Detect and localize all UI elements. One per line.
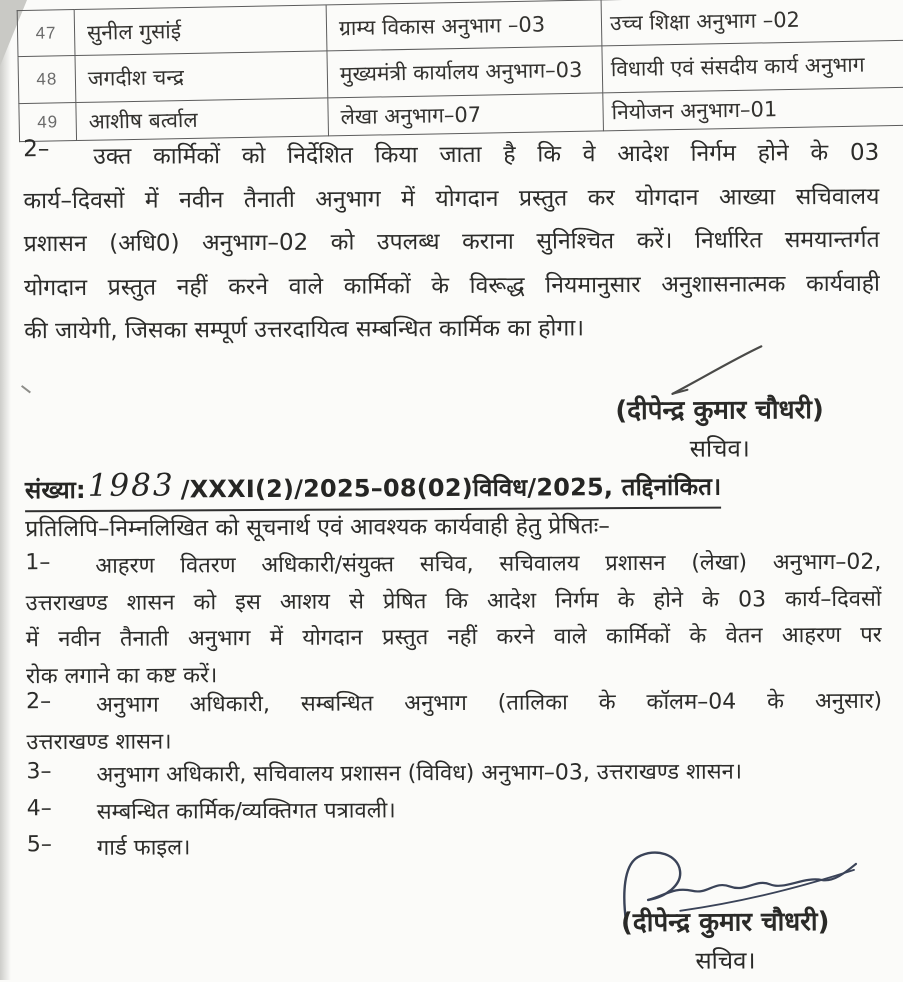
item-line: अनुभाग अधिकारी, सचिवालय प्रशासन (विविध) अनुभाग–03, उत्तराखण्ड शासन। xyxy=(96,759,743,788)
item-line: अनुभाग अधिकारी, सम्बन्धित अनुभाग (तालिका के कॉलम–04 के अनुसार) xyxy=(96,688,883,718)
item-line: गार्ड फाइल। xyxy=(96,835,191,861)
copy-item xyxy=(25,545,882,695)
paragraph-line: उक्त कार्मिकों को निर्देशित किया जाता है कि वे आदेश निर्गम होने के 03 xyxy=(93,139,880,170)
ref-rest: /XXXI(2)/2025–08(02)विविध/2025, तद्दिनांकित। xyxy=(180,472,722,504)
employee-name-cell: जगदीश चन्द्र xyxy=(75,51,328,103)
item-number: 4– xyxy=(26,796,52,822)
scan-stray-mark xyxy=(21,385,31,393)
serial-number-cell: 47 xyxy=(17,10,75,57)
signatory-designation: सचिव। xyxy=(689,434,750,463)
new-section-cell: विधायी एवं संसदीय कार्य अनुभाग xyxy=(602,40,903,93)
reference-number-line xyxy=(25,467,722,513)
item-number: 5– xyxy=(26,832,52,858)
copy-item xyxy=(26,684,882,761)
current-section-cell: मुख्यमंत्री कार्यालय अनुभाग–03 xyxy=(327,46,603,98)
paragraph-line: योगदान प्रस्तुत नहीं करने वाले कार्मिकों के विरूद्ध नियमानुसार अनुशासनात्मक कार्यवाही xyxy=(23,270,880,302)
signatory-designation: सचिव। xyxy=(695,946,756,975)
item-number: 1– xyxy=(25,550,51,576)
copy-item xyxy=(26,754,882,795)
handwritten-number: 1983 xyxy=(87,467,175,504)
serial-number-cell: 49 xyxy=(19,103,77,142)
new-section-cell: नियोजन अनुभाग–01 xyxy=(603,87,903,131)
signatory-name: (दीपेन्द्र कुमार चौधरी) xyxy=(620,907,830,939)
item-line: आहरण वितरण अधिकारी/संयुक्त सचिव, सचिवालय प्रशासन (लेखा) अनुभाग–02, xyxy=(95,549,882,579)
item-line: सम्बन्धित कार्मिक/व्यक्तिगत पत्रावली। xyxy=(96,798,396,825)
current-section-cell: लेखा अनुभाग–07 xyxy=(328,93,604,136)
signature-block-top xyxy=(549,334,890,468)
employee-name-cell: आशीष बर्त्वाल xyxy=(76,98,329,141)
signature-stroke-icon xyxy=(667,342,767,399)
posting-table xyxy=(17,0,903,142)
current-section-cell: ग्राम्य विकास अनुभाग –03 xyxy=(326,0,602,51)
copy-item xyxy=(27,791,883,832)
paragraph-line: प्रशासन (अधि0) अनुभाग–02 को उपलब्ध कराना सुनिश्चित करें। निर्धारित समयान्तर्गत xyxy=(23,226,880,258)
directive-paragraph xyxy=(23,132,880,354)
serial-number-cell: 48 xyxy=(18,56,76,104)
item-number: 2– xyxy=(26,689,52,715)
item-line: उत्तराखण्ड शासन। xyxy=(26,728,172,755)
paragraph-line: कार्य–दिवसों में नवीन तैनाती अनुभाग में योगदान प्रस्तुत कर योगदान आख्या सचिवालय xyxy=(23,183,880,214)
new-section-cell: उच्च शिक्षा अनुभाग –02 xyxy=(601,0,903,46)
item-number: 3– xyxy=(26,759,52,785)
employee-name-cell: सुनील गुसांई xyxy=(74,5,327,56)
signature-block-bottom xyxy=(550,850,901,978)
ref-prefix: संख्या: xyxy=(24,475,86,505)
signatory-name: (दीपेन्द्र कुमार चौधरी) xyxy=(615,395,824,427)
item-line: में नवीन तैनाती अनुभाग में योगदान प्रस्तुत नहीं करने वाले कार्मिकों के वेतन आहरण पर xyxy=(25,622,882,653)
copy-distribution-heading: प्रतिलिपि–निम्नलिखित को सूचनार्थ एवं आवश्यक कार्यवाही हेतु प्रेषितः– xyxy=(25,513,610,543)
item-line: उत्तराखण्ड शासन को इस आशय से प्रेषित कि आदेश निर्गम के होने के 03 कार्य–दिवसों xyxy=(25,586,882,616)
item-line: रोक लगाने का कष्ट करें। xyxy=(25,662,218,689)
paragraph-line: की जायेगी, जिसका सम्पूर्ण उत्तरदायित्व सम्बन्धित कार्मिक का होगा। xyxy=(24,315,585,345)
paragraph-number: 2– xyxy=(23,136,50,163)
